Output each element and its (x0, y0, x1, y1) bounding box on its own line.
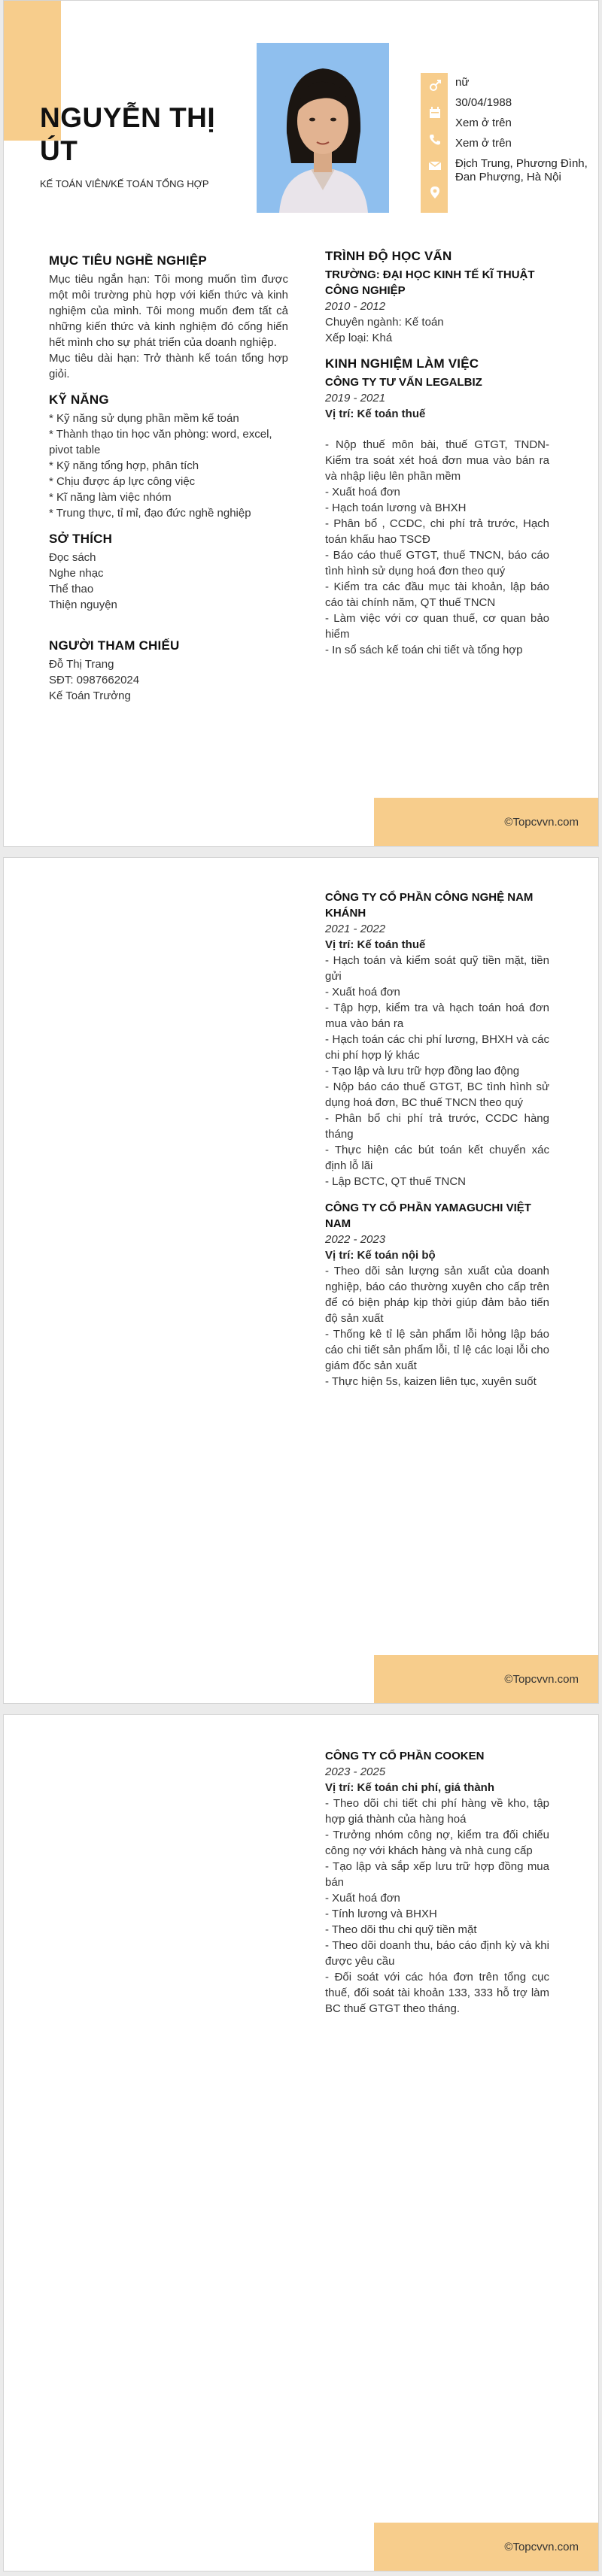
job-period: 2021 - 2022 (325, 923, 386, 935)
job-duty: - Trưởng nhóm công nợ, kiểm tra đối chiếu công nợ với khách hàng và nhà cung cấp (325, 1829, 549, 1857)
profile-photo (257, 43, 389, 213)
job-duty: - Đối soát với các hóa đơn trên tổng cục thuế, đối soát tài khoản 133, 333 hỗ trợ làm BC thuế GTGT theo tháng. (325, 1971, 549, 2015)
phone-icon (428, 133, 442, 147)
hobbies-heading: SỞ THÍCH (49, 532, 113, 546)
footer-band (374, 1655, 598, 1703)
hobby-item: Đọc sách (49, 551, 96, 564)
education-major: Chuyên ngành: Kế toán (325, 316, 444, 329)
left-column (49, 253, 288, 704)
job-duty: - Hạch toán và kiểm soát quỹ tiền mặt, tiền gửi (325, 954, 549, 983)
job-duty: - Tạo lập và lưu trữ hợp đồng lao động (325, 1065, 520, 1077)
cv-page-3 (3, 1714, 599, 2571)
objective-heading: MỤC TIÊU NGHỀ NGHIỆP (49, 253, 207, 268)
job-period: 2022 - 2023 (325, 1233, 386, 1246)
contact-icon-strip (421, 73, 448, 213)
skills-heading: KỸ NĂNG (49, 392, 109, 407)
hobby-item: Thể thao (49, 583, 94, 596)
job-duty: - Hạch toán lương và BHXH (325, 502, 467, 514)
skill-item: * Kĩ năng làm việc nhóm (49, 491, 172, 504)
objective-long-term: Mục tiêu dài hạn: Trở thành kế toán tổng hợp giỏi. (49, 352, 288, 380)
job-duty: - Thống kê tỉ lệ sản phẩm lỗi hỏng lập báo cáo chi tiết sản phẩm lỗi, tỉ lệ các loại lỗi cho giám đốc sản xuất (325, 1328, 549, 1372)
gender-icon (428, 79, 442, 92)
footer-brand: ©Topcvvn.com (504, 2540, 579, 2553)
job-duty: - Theo dõi chi tiết chi phí hàng về kho, tập hợp giá thành của hàng hoá (325, 1797, 549, 1826)
job-duty: - Theo dõi doanh thu, báo cáo định kỳ và khi được yêu cầu (325, 1939, 549, 1968)
job-role: Vị trí: Kế toán thuế (325, 938, 426, 951)
job-company: CÔNG TY TƯ VẤN LEGALBIZ (325, 376, 482, 389)
calendar-icon (428, 106, 442, 120)
experience-heading: KINH NGHIỆM LÀM VIỆC (325, 356, 479, 371)
reference-name: Đỗ Thị Trang (49, 658, 114, 671)
job-period: 2019 - 2021 (325, 392, 386, 405)
email-icon (428, 159, 442, 172)
job-duty: - Thực hiện 5s, kaizen liên tục, xuyên suốt (325, 1375, 537, 1388)
job-duty: - Theo dõi sản lượng sản xuất của doanh nghiệp, báo cáo thường xuyên cho cấp trên để có biện pháp kịp thời giúp đảm bảo tiến độ sản xuất (325, 1265, 549, 1325)
job-duty: - Phân bổ chi phí trả trước, CCDC hàng tháng (325, 1112, 549, 1141)
job-duty: - Phân bổ , CCDC, chi phí trả trước, Hạch toán khấu hao TSCĐ (325, 517, 549, 546)
contact-phone: Xem ở trên (455, 117, 512, 129)
job-duty: - Nộp thuế môn bài, thuế GTGT, TNDN- Kiểm tra soát xét hoá đơn mua vào bán ra và nhập liệu lên phần mềm (325, 438, 549, 483)
education-heading: TRÌNH ĐỘ HỌC VẤN (325, 249, 452, 263)
job-duty: - In sổ sách kế toán chi tiết và tổng hợp (325, 644, 523, 656)
skill-item: * Thành thạo tin học văn phòng: word, excel, pivot table (49, 428, 272, 456)
right-column-page-3 (325, 1748, 549, 2017)
job-duty: - Hạch toán các chi phí lương, BHXH và các chi phí hợp lý khác (325, 1033, 549, 1062)
reference-heading: NGƯỜI THAM CHIẾU (49, 638, 180, 653)
job-duty: - Báo cáo thuế GTGT, thuế TNCN, báo cáo tình hình sử dụng hoá đơn theo quý (325, 549, 549, 577)
contact-email: Xem ở trên (455, 137, 512, 150)
footer-band (374, 2523, 598, 2571)
job-duty: - Xuất hoá đơn (325, 986, 400, 999)
job-role: Vị trí: Kế toán thuế (325, 408, 426, 420)
job-role: Vị trí: Kế toán chi phí, giá thành (325, 1781, 495, 1794)
portrait-image (257, 43, 389, 213)
reference-phone: SĐT: 0987662024 (49, 674, 140, 686)
reference-position: Kế Toán Trưởng (49, 689, 131, 702)
job-duty: - Tính lương và BHXH (325, 1908, 437, 1920)
job-duty: - Xuất hoá đơn (325, 486, 400, 499)
job-duty: - Theo dõi thu chi quỹ tiền mặt (325, 1923, 477, 1936)
skill-item: * Chịu được áp lực công việc (49, 475, 196, 488)
objective-short-term: Mục tiêu ngắn hạn: Tôi mong muốn tìm được một môi trường phù hợp với kiến thức và kinh nghiệm của mình. Tôi mong muốn đem tất cả những kiến thức và kinh nghiệm đó cống hiến hết mình cho sự phát triển của doanh nghiệp. (49, 273, 288, 349)
contact-gender: nữ (455, 76, 470, 89)
footer-brand: ©Topcvvn.com (504, 1672, 579, 1686)
contact-address: Địch Trung, Phương Đình, Đan Phượng, Hà Nội (455, 157, 588, 183)
contact-list (455, 76, 595, 191)
job-role: Vị trí: Kế toán nội bộ (325, 1249, 436, 1262)
education-period: 2010 - 2012 (325, 300, 386, 313)
hobby-item: Nghe nhạc (49, 567, 104, 580)
skill-item: * Kỹ năng tổng hợp, phân tích (49, 459, 199, 472)
footer-brand: ©Topcvvn.com (504, 815, 579, 829)
job-duty: - Tập hợp, kiểm tra và hạch toán hoá đơn mua vào bán ra (325, 1002, 549, 1030)
footer-band (374, 798, 598, 846)
hobby-item: Thiện nguyện (49, 599, 117, 611)
job-period: 2023 - 2025 (325, 1765, 386, 1778)
cv-page-2 (3, 857, 599, 1704)
right-column-page-2 (325, 889, 549, 1390)
job-company: CÔNG TY CỔ PHẦN YAMAGUCHI VIỆT NAM (325, 1202, 531, 1230)
job-duty: - Tạo lập và sắp xếp lưu trữ hợp đồng mua bán (325, 1860, 549, 1889)
job-company: CÔNG TY CỔ PHẦN COOKEN (325, 1750, 485, 1762)
right-column-page-1 (325, 249, 549, 658)
education-grade: Xếp loại: Khá (325, 332, 393, 344)
job-duty: - Nộp báo cáo thuế GTGT, BC tình hình sử dụng hoá đơn, BC thuế TNCN theo quý (325, 1080, 549, 1109)
job-duty: - Xuất hoá đơn (325, 1892, 400, 1905)
candidate-job-title: KẾ TOÁN VIÊN/KẾ TOÁN TỔNG HỢP (40, 178, 209, 189)
job-duty: - Lập BCTC, QT thuế TNCN (325, 1175, 467, 1188)
job-duty: - Làm việc với cơ quan thuế, cơ quan bảo hiểm (325, 612, 549, 641)
job-duty: - Thực hiện các bút toán kết chuyển xác định lỗ lãi (325, 1144, 549, 1172)
job-duty: - Kiểm tra các đầu mục tài khoản, lập báo cáo tài chính năm, QT thuế TNCN (325, 580, 549, 609)
skill-item: * Kỹ năng sử dụng phần mềm kế toán (49, 412, 239, 425)
cv-page-1 (3, 0, 599, 847)
candidate-name: NGUYỄN THỊ ÚT (40, 102, 216, 166)
job-company: CÔNG TY CỔ PHẦN CÔNG NGHỆ NAM KHÁNH (325, 891, 534, 920)
contact-birthdate: 30/04/1988 (455, 96, 512, 109)
location-icon (428, 186, 442, 199)
skill-item: * Trung thực, tỉ mỉ, đạo đức nghề nghiệp (49, 507, 251, 520)
education-school: TRƯỜNG: ĐẠI HỌC KINH TẾ KĨ THUẬT CÔNG NGHIỆP (325, 268, 535, 297)
